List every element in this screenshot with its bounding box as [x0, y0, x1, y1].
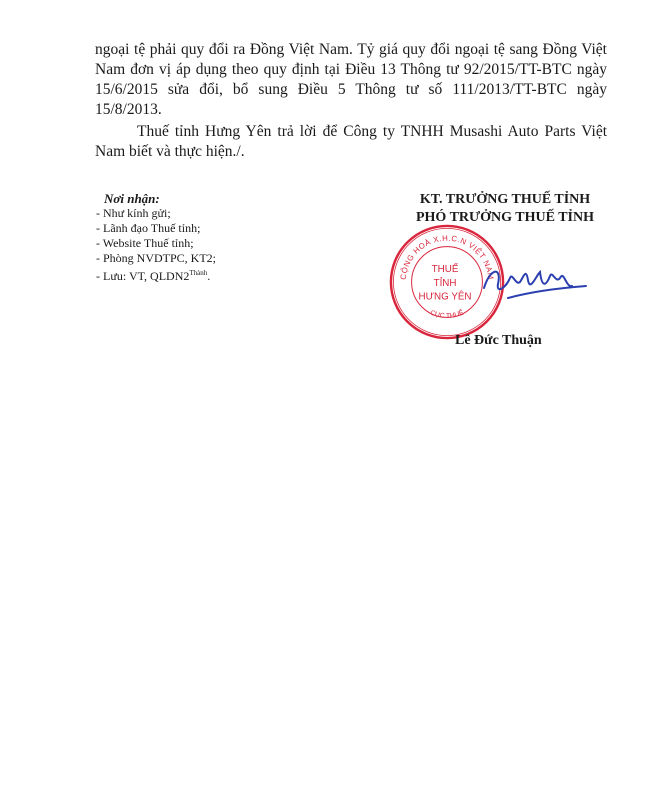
text-line: ngoại tệ phải quy đổi ra Đồng Việt Nam. Tỷ giá quy đổi ngoại tệ sang Đồng Việt [95, 41, 607, 58]
signer-title-line1: KT. TRƯỞNG THUẾ TỈNH [419, 192, 591, 207]
body-paragraph-1 [95, 40, 607, 120]
recipients-block [96, 191, 216, 284]
text-line: 15/8/2013. [95, 101, 162, 118]
recipient-item: - Website Thuế tỉnh; [96, 236, 194, 250]
recipient-item: - Phòng NVDTPC, KT2; [96, 251, 217, 265]
stamp-center-line: THUẾ [431, 264, 459, 276]
recipient-item: - Lãnh đạo Thuế tỉnh; [96, 221, 201, 235]
recipient-item-last [96, 266, 216, 284]
stamp-center-line: HƯNG YÊN [418, 291, 472, 303]
text-line: 15/6/2015 sửa đổi, bổ sung Điều 5 Thông tư số 111/2013/TT-BTC ngày [95, 81, 607, 98]
svg-text:CỤC THUẾ [429, 307, 465, 320]
body-paragraph-2 [95, 122, 607, 162]
stamp-ring-bottom-text: CỤC THUẾ [429, 309, 465, 320]
recipient-end: . [207, 269, 211, 283]
signer-name: Lê Đức Thuận [455, 333, 542, 348]
text-line: Nam đơn vị áp dụng theo quy định tại Điều 13 Thông tư 92/2015/TT-BTC ngày [95, 61, 607, 78]
stamp-ring-top-text: CỘNG HOÀ X.H.C.N VIỆT NAM [398, 233, 496, 281]
recipient-sup: Thành [189, 269, 208, 277]
text-line: Nam biết và thực hiện./. [95, 143, 245, 160]
text-line: Thuế tỉnh Hưng Yên trả lời để Công ty TNHH Musashi Auto Parts Việt [137, 123, 607, 140]
recipients-heading: Nơi nhận: [104, 191, 160, 206]
recipients-list [96, 206, 216, 284]
stamp-center-line: TỈNH [433, 277, 457, 289]
signer-title-line2: PHÓ TRƯỞNG THUẾ TỈNH [415, 210, 594, 225]
recipient-item: - Như kính gửi; [96, 206, 171, 220]
signature-block [400, 191, 610, 227]
recipient-item-text: - Lưu: VT, QLDN2 [96, 269, 190, 283]
handwritten-signature [480, 258, 590, 308]
